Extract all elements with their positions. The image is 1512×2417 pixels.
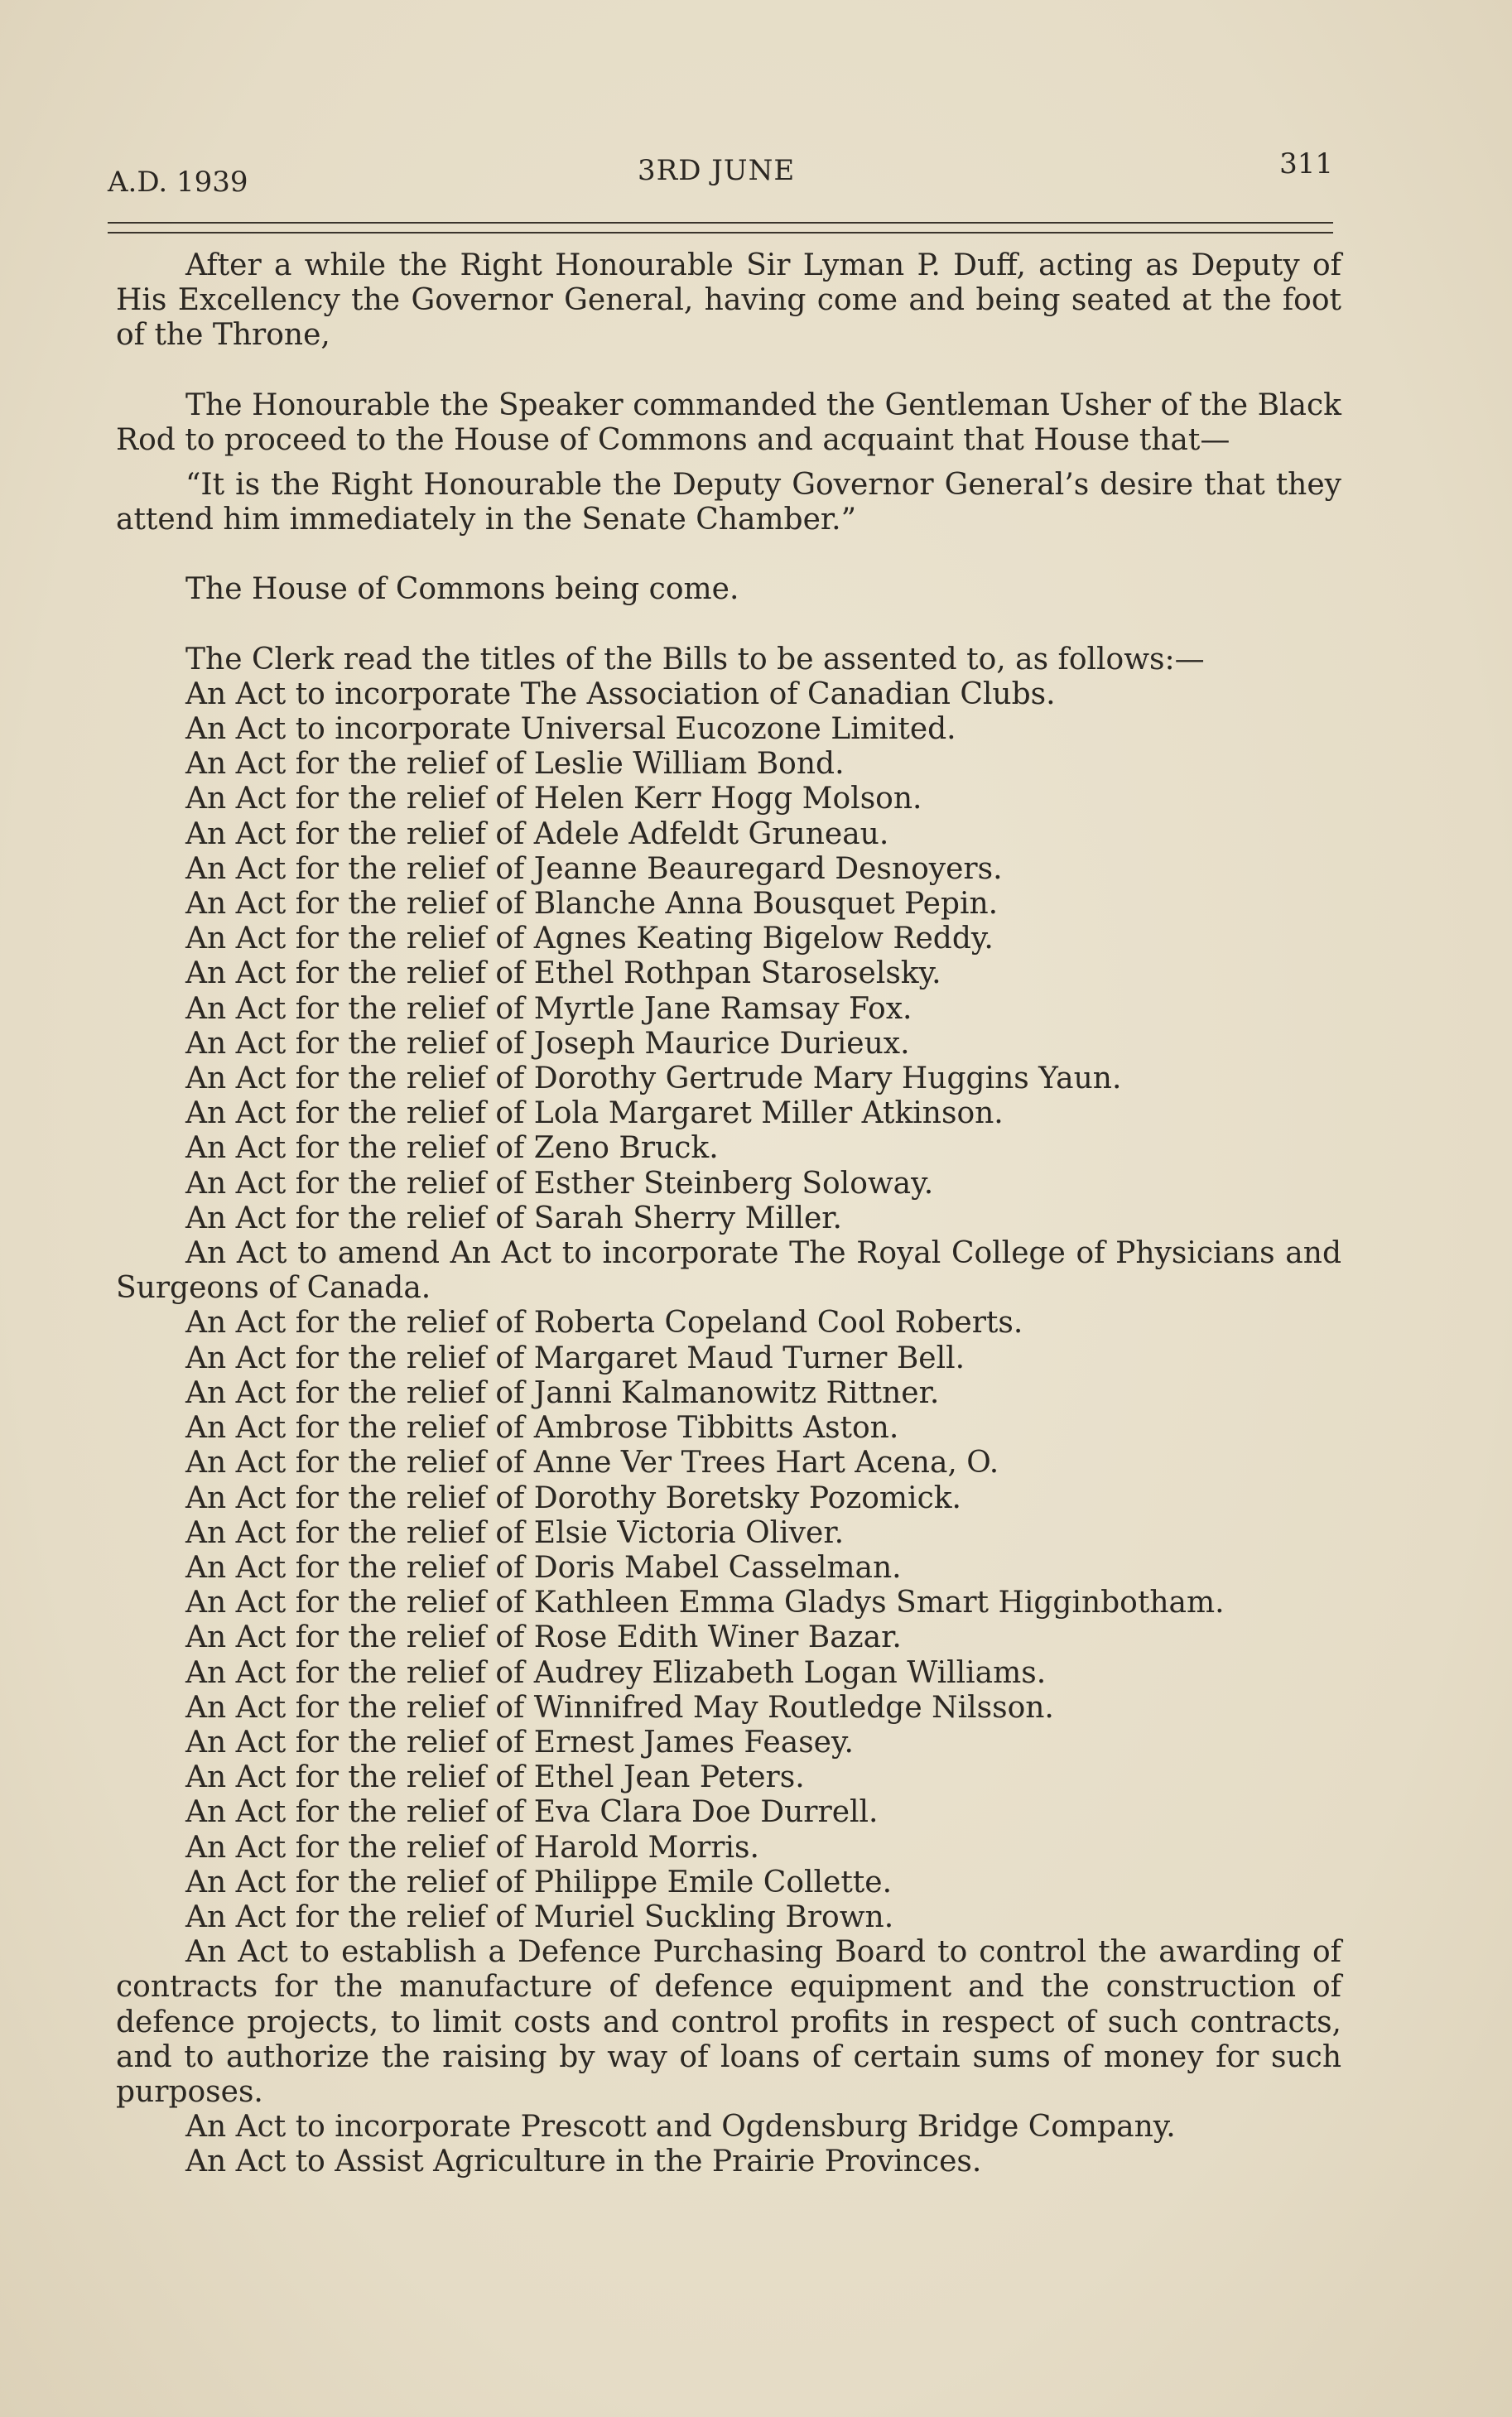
act-title: An Act for the relief of Kathleen Emma Gladys Smart Higginbotham. xyxy=(185,1586,1225,1620)
header-date: 3RD JUNE xyxy=(638,154,796,187)
act-title: An Act for the relief of Roberta Copeland Cool Roberts. xyxy=(185,1306,1023,1341)
act-title: An Act for the relief of Leslie William Bond. xyxy=(185,747,845,782)
act-title: An Act for the relief of Eva Clara Doe Durrell. xyxy=(185,1795,879,1830)
acts-list xyxy=(116,677,1341,2180)
act-title: An Act for the relief of Esther Steinberg Soloway. xyxy=(185,1166,934,1201)
paragraph-black-rod: The Honourable the Speaker commanded the Gentleman Usher of the Black Rod to proceed to the House of Commons and acquaint that House that— xyxy=(116,388,1341,457)
paragraph-clerk-read: The Clerk read the titles of the Bills to be assented to, as follows:— xyxy=(185,642,1205,676)
act-title: An Act for the relief of Ethel Jean Peters. xyxy=(185,1760,805,1795)
act-title: An Act for the relief of Ethel Rothpan Staroselsky. xyxy=(185,956,941,991)
act-title: An Act for the relief of Winnifred May Routledge Nilsson. xyxy=(185,1690,1054,1725)
act-title: An Act for the relief of Sarah Sherry Miller. xyxy=(185,1201,842,1235)
act-title: An Act to incorporate The Association of Canadian Clubs. xyxy=(185,676,1056,711)
page-header xyxy=(108,147,1333,197)
act-title: An Act for the relief of Myrtle Jane Ramsay Fox. xyxy=(185,991,912,1026)
act-title: An Act for the relief of Blanche Anna Bousquet Pepin. xyxy=(185,887,999,922)
act-title: An Act for the relief of Jeanne Beauregard Desnoyers. xyxy=(185,851,1003,886)
act-title: An Act for the relief of Margaret Maud Turner Bell. xyxy=(185,1341,965,1375)
paragraph-commons-come: The House of Commons being come. xyxy=(185,572,739,607)
body-text xyxy=(116,248,1341,2180)
act-title: An Act for the relief of Dorothy Boretsky Pozomick. xyxy=(185,1481,961,1515)
act-title: An Act for the relief of Rose Edith Winer Bazar. xyxy=(185,1620,902,1655)
act-title: An Act for the relief of Dorothy Gertrude Mary Huggins Yaun. xyxy=(185,1062,1122,1096)
act-title: An Act to amend An Act to incorporate The Royal College of Physicians and Surgeons of Canada. xyxy=(116,1236,1341,1306)
paragraph-quote: “It is the Right Honourable the Deputy Governor General’s desire that they attend him immediately in the Senate Chamber.” xyxy=(116,468,1341,537)
act-title: An Act to incorporate Universal Eucozone Limited. xyxy=(185,712,956,747)
act-title: An Act for the relief of Adele Adfeldt Gruneau. xyxy=(185,816,889,851)
act-title: An Act for the relief of Joseph Maurice Durieux. xyxy=(185,1026,910,1061)
act-title: An Act for the relief of Anne Ver Trees Hart Acena, O. xyxy=(185,1446,999,1481)
act-title: An Act for the relief of Philippe Emile Collette. xyxy=(185,1865,893,1899)
act-title: An Act for the relief of Ambrose Tibbitts Aston. xyxy=(185,1411,899,1446)
act-title: An Act for the relief of Lola Margaret Miller Atkinson. xyxy=(185,1096,1004,1131)
act-title: An Act for the relief of Muriel Suckling Brown. xyxy=(185,1899,894,1934)
act-title: An Act for the relief of Elsie Victoria Oliver. xyxy=(185,1515,845,1550)
header-year: A.D. 1939 xyxy=(108,166,248,199)
act-title: An Act for the relief of Ernest James Feasey. xyxy=(185,1725,854,1760)
act-title: An Act for the relief of Agnes Keating Bigelow Reddy. xyxy=(185,922,994,956)
act-title: An Act to Assist Agriculture in the Prairie Provinces. xyxy=(185,2145,982,2179)
paragraph-deputy-seated: After a while the Right Honourable Sir Lyman P. Duff, acting as Deputy of His Excellency the Governor General, having come and being seated at the foot of the Throne, xyxy=(116,248,1341,353)
act-title: An Act for the relief of Doris Mabel Casselman. xyxy=(185,1550,902,1585)
act-title: An Act to establish a Defence Purchasing Board to control the awarding of contracts for the manufacture of defence equipment and the construction of defence projects, to limit costs and control profits in respect of such contracts, and to authorize the raising by way of loans of certain sums of money for such purposes. xyxy=(116,1935,1341,2109)
act-title: An Act for the relief of Audrey Elizabeth Logan Williams. xyxy=(185,1655,1047,1690)
act-title: An Act to incorporate Prescott and Ogdensburg Bridge Company. xyxy=(185,2110,1176,2145)
header-double-rule xyxy=(108,222,1333,234)
act-title: An Act for the relief of Helen Kerr Hogg Molson. xyxy=(185,782,922,816)
page-number: 311 xyxy=(1279,147,1333,181)
act-title: An Act for the relief of Zeno Bruck. xyxy=(185,1131,719,1166)
act-title: An Act for the relief of Harold Morris. xyxy=(185,1830,759,1865)
act-title: An Act for the relief of Janni Kalmanowitz Rittner. xyxy=(185,1375,940,1410)
